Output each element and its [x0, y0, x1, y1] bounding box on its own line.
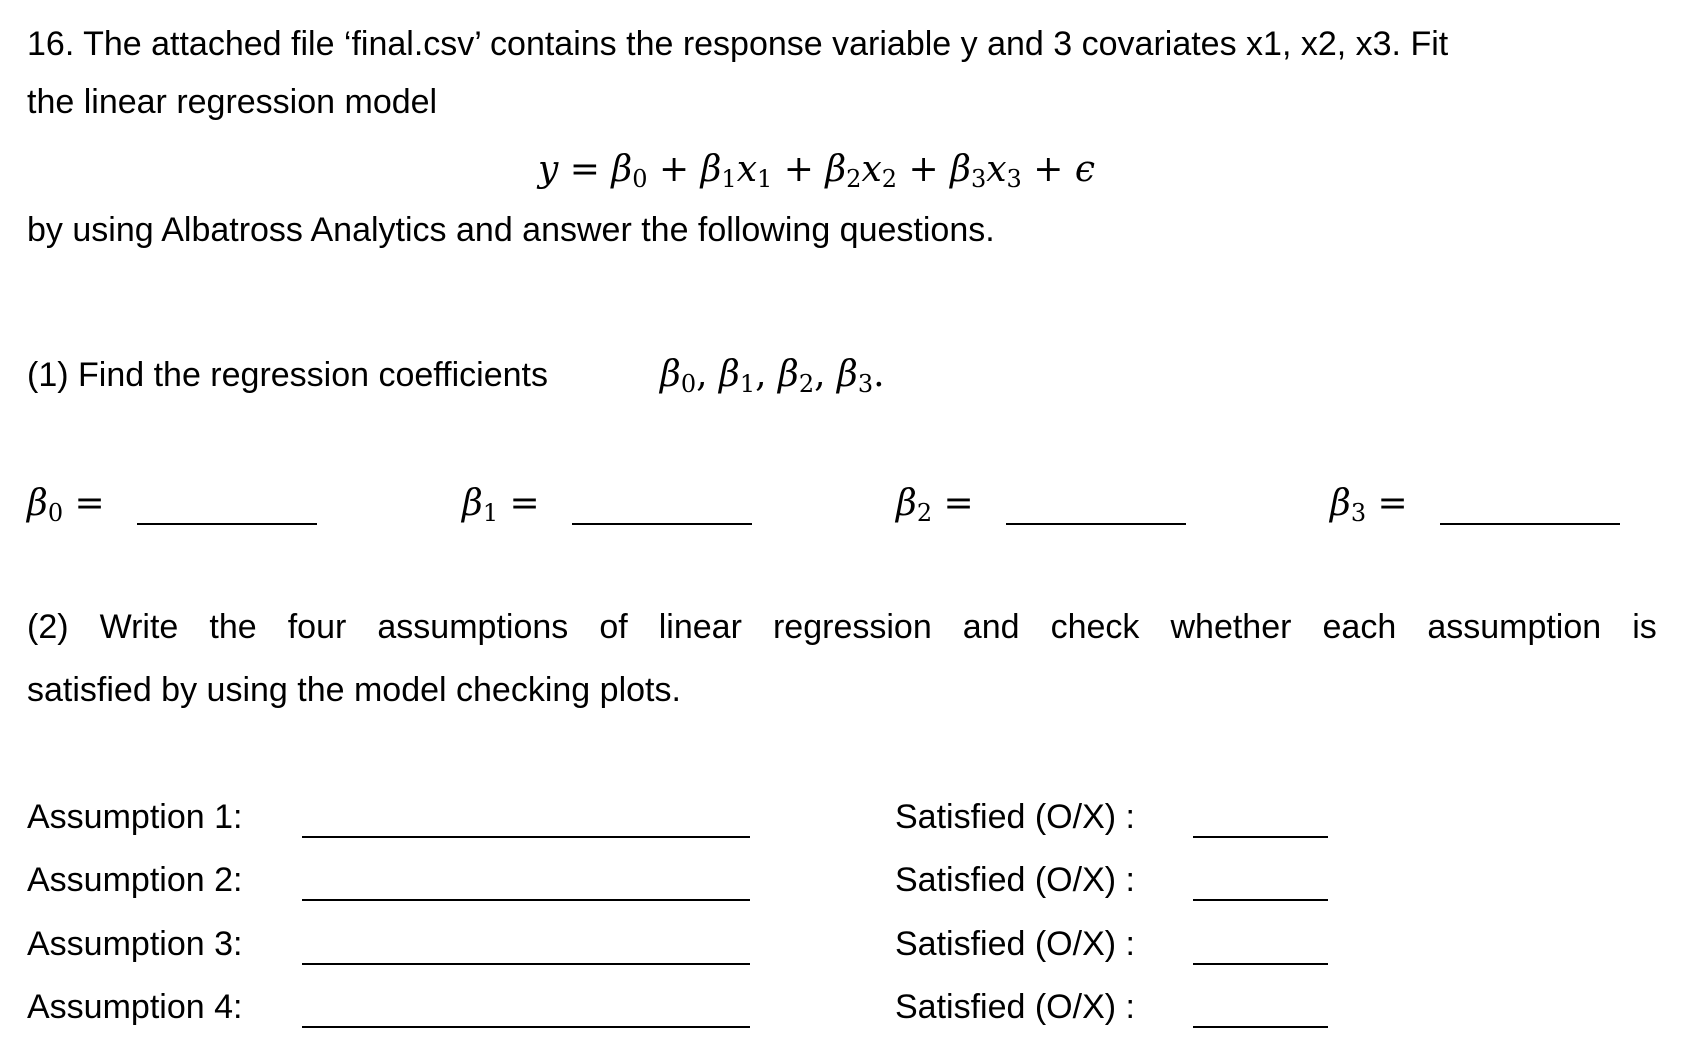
assumption-4-satisfied-label: Satisfied (O/X) :: [895, 988, 1135, 1026]
assumption-1-satisfied-blank[interactable]: [1193, 836, 1328, 838]
beta-3-label: $\beta_3$ =: [1330, 483, 1408, 527]
coefficient-beta-2: $\beta_2$: [778, 354, 815, 398]
equation-epsilon: ϵ: [1074, 149, 1096, 190]
coefficient-beta-0: $\beta_0$: [660, 354, 697, 398]
equation-beta-2-x-2: $\beta_2x_2$: [825, 149, 898, 193]
assumption-2-satisfied-blank[interactable]: [1193, 899, 1328, 901]
equation-plus: +: [908, 149, 939, 190]
question-intro-line-2: the linear regression model: [27, 83, 438, 121]
assumption-1-answer-blank[interactable]: [302, 836, 750, 838]
equation-beta-3-x-3: $\beta_3x_3$: [950, 149, 1022, 193]
assumption-3-label: Assumption 3:: [27, 925, 243, 963]
equation-beta-0: $\beta_0$: [611, 149, 648, 193]
beta-1-label: $\beta_1$ =: [462, 483, 540, 527]
equation-plus: +: [783, 149, 814, 190]
part2-prompt-line-1: (2) Write the four assumptions of linear regression and check whether each assumption is: [27, 608, 1657, 646]
beta-2-answer-blank[interactable]: [1006, 523, 1186, 525]
assumption-4-answer-blank[interactable]: [302, 1026, 750, 1028]
assumption-2-label: Assumption 2:: [27, 861, 243, 899]
equation-y: y: [538, 149, 559, 190]
assumption-2-satisfied-label: Satisfied (O/X) :: [895, 861, 1135, 899]
coefficient-beta-1: $\beta_1$: [719, 354, 756, 398]
assumption-3-answer-blank[interactable]: [302, 963, 750, 965]
regression-equation: [538, 148, 1095, 192]
equation-beta-1-x-1: $\beta_1x_1$: [700, 149, 773, 193]
part1-prompt: (1) Find the regression coefficients: [27, 356, 548, 394]
beta-2-label: $\beta_2$ =: [896, 483, 974, 527]
beta-1-answer-blank[interactable]: [572, 523, 752, 525]
assumption-2-answer-blank[interactable]: [302, 899, 750, 901]
beta-0-answer-blank[interactable]: [137, 523, 317, 525]
assumption-1-satisfied-label: Satisfied (O/X) :: [895, 798, 1135, 836]
equation-plus: +: [1033, 149, 1064, 190]
beta-3-answer-blank[interactable]: [1440, 523, 1620, 525]
assumption-4-label: Assumption 4:: [27, 988, 243, 1026]
question-intro-line-1: 16. The attached file ‘final.csv’ contains the response variable y and 3 covariates x1, x2, x3. Fit: [27, 25, 1449, 63]
assumption-1-label: Assumption 1:: [27, 798, 243, 836]
equation-plus: +: [658, 149, 690, 190]
beta-0-label: $\beta_0$ =: [27, 483, 105, 527]
part1-coefficient-list: $\beta_0$, $\beta_1$, $\beta_2$, $\beta_3$.: [660, 354, 885, 398]
question-intro-line-3: by using Albatross Analytics and answer the following questions.: [27, 211, 995, 249]
part2-prompt-line-2: satisfied by using the model checking plots.: [27, 671, 681, 709]
assumption-3-satisfied-label: Satisfied (O/X) :: [895, 925, 1135, 963]
assumption-4-satisfied-blank[interactable]: [1193, 1026, 1328, 1028]
equation-equals: =: [569, 149, 600, 190]
coefficient-beta-3: $\beta_3$: [837, 354, 874, 398]
assumption-3-satisfied-blank[interactable]: [1193, 963, 1328, 965]
